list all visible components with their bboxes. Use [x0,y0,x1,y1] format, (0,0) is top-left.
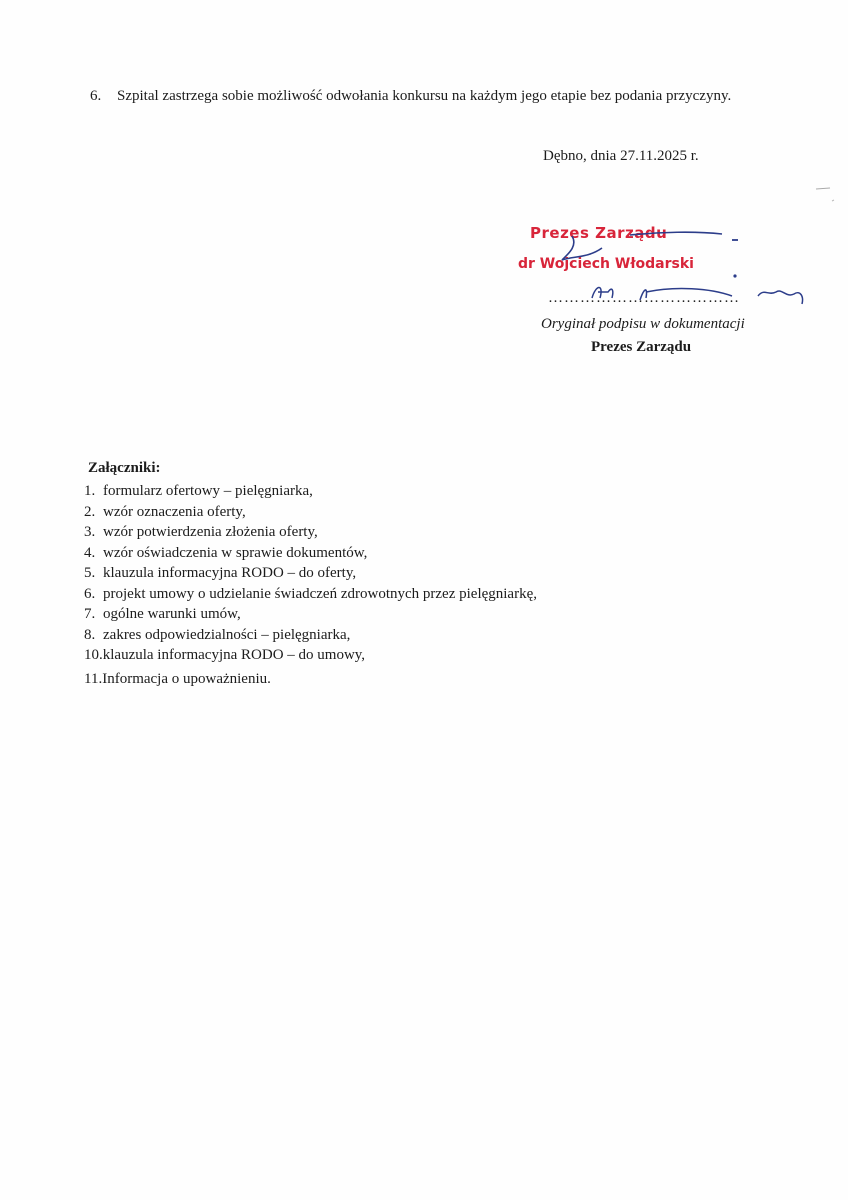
signature-note: Oryginał podpisu w dokumentacji [541,316,745,332]
list-item: 1. formularz ofertowy – pielęgniarka, [84,483,313,499]
signature-stamp [510,218,810,318]
list-item: 10.klauzula informacyjna RODO – do umowy, [84,647,366,663]
place-date: Dębno, dnia 27.11.2025 r. [543,148,699,164]
list-item: 4. wzór oświadczenia w sprawie dokumentów, [84,544,368,561]
list-item: 11.Informacja o upoważnieniu. [84,670,271,687]
list-item: 2. wzór oznaczenia oferty, [84,503,246,520]
stamp-title: Prezes Zarządu [530,224,668,242]
paragraph-text: Szpital zastrzega sobie możliwość odwołania konkursu na każdym jego etapie bez podania przyczyny. [117,88,732,104]
handwritten-signature [510,218,810,318]
attachments-list [84,481,537,689]
attachments-heading: Załączniki: [88,460,161,476]
paragraph-6 [90,86,810,106]
paragraph-number: 6. [90,88,102,104]
list-item: 7. ogólne warunki umów, [84,606,241,622]
list-item: 6. projekt umowy o udzielanie świadczeń zdrowotnych przez pielęgniarkę, [84,585,537,602]
scan-edge-mark [814,185,838,203]
signature-dots: ……………………………… [548,290,740,306]
signature-role: Prezes Zarządu [591,339,692,355]
stamp-name: dr Wojciech Włodarski [518,256,694,272]
list-item: 5. klauzula informacyjna RODO – do oferty, [84,565,357,581]
list-item: 3. wzór potwierdzenia złożenia oferty, [84,524,318,540]
list-item: 8. zakres odpowiedzialności – pielęgniarka, [84,626,351,643]
